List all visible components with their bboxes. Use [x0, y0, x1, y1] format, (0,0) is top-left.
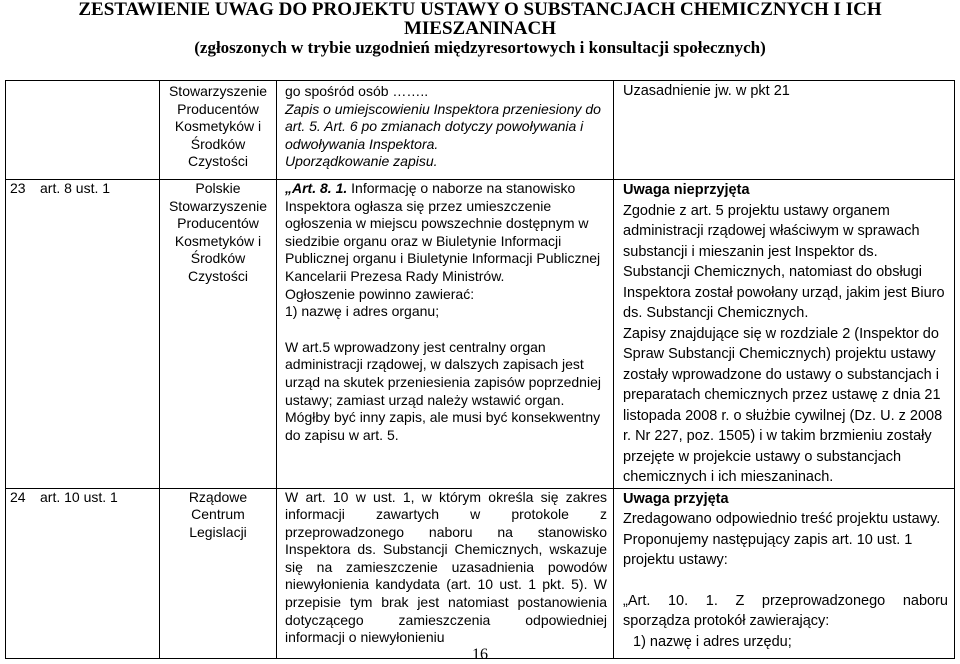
number-article-cell [6, 180, 160, 489]
comment-cell [277, 81, 614, 180]
comment-text: Informację o naborze na stanowisko Inspektora ogłasza się przez umieszczenie ogłoszenia w miejscu powszechnie dostępnym w siedzibie organu oraz w Biuletynie Informacji Publicznej organu i Biuletynie Informacji Publicznej Kancelarii Prezesa Rady Ministrów. [285, 180, 601, 284]
organization-cell [160, 81, 277, 180]
response-verdict: Uwaga nieprzyjęta [623, 182, 750, 198]
number-article-cell [6, 488, 160, 658]
row-number: 23 [10, 180, 26, 196]
title-line-2: MIESZANINACH [403, 18, 557, 39]
comment-article: „Art. 8. 1. [285, 180, 348, 196]
comment-cell [277, 488, 614, 658]
page-number: 16 [472, 646, 488, 663]
response-text: Zgodnie z art. 5 projektu ustawy organem administracji rządowej właściwym w sprawach substancji i mieszanin jest Inspektor ds. Substancji Chemicznych, natomiast do obsługi Inspektora został powołany urząd, jakim jest Biuro ds. Substancji Chemicznych. [623, 202, 945, 321]
response-cell [614, 81, 955, 180]
response-text: Zapisy znajdujące się w rozdziale 2 (Inspektor do Spraw Substancji Chemicznych) projektu ustawy zostały wprowadzone do ustawy o substancjach i preparatach chemicznych przez ustawę z dnia 21 listopada 2008 r. o służbie cywilnej (Dz. U. z 2008 r. Nr 227, poz. 1505) i w takim brzmieniu zostały przejęte w projekcie ustawy o substancjach chemicznych i ich mieszaninach. [623, 325, 943, 485]
comment-text: 1) nazwę i adres organu; [285, 303, 440, 320]
organization-name: Polskie Stowarzyszenie Producentów Kosmetyków i Środków Czystości [168, 180, 268, 284]
organization-name: Stowarzyszenie Producentów Kosmetyków i Środków Czystości [168, 83, 268, 170]
comment-text: Zapis o umiejscowieniu Inspektora przeniesiony do art. 5. Art. 6 po zmianach dotyczy powoływania i odwoływania Inspektora. [285, 100, 601, 152]
comment-text: Ogłoszenie powinno zawierać: [285, 285, 475, 302]
article-ref: art. 10 ust. 1 [40, 488, 118, 505]
comment-cell [277, 180, 614, 489]
comments-table [5, 80, 955, 659]
response-text: Uzasadnienie jw. w pkt 21 [623, 83, 790, 99]
response-text: Zredagowano odpowiednio treść projektu ustawy. Proponujemy następujący zapis art. 10 ust. 1 projektu ustawy: [623, 511, 941, 568]
title-line-3: (zgłoszonych w trybie uzgodnień międzyresortowych i konsultacji społecznych) [194, 38, 766, 57]
comment-text: W art.5 wprowadzony jest centralny organ administracji rządowej, w dalszych zapisach jest urząd na skutek przeniesienia zapisów poprzedniej ustawy; zamiast urząd należy wstawić organ. Mógłby być inny zapis, ale musi być konsekwentny do zapisu w art. 5. [285, 338, 601, 443]
table-row [6, 180, 955, 489]
comment-text: W art. 10 w ust. 1, w którym określa się zakres informacji zawartych w protokole z przeprowadzonego naboru na stanowisko Inspektora ds. Substancji Chemicznych, wskazuje się na zamieszczenie uzasadnienia powodów niewyłonienia kandydata (art. 10 ust. 1 pkt. 5). W przepisie tym brak jest natomiast postanowienia dotyczącego zamieszczenia odpowiedniej informacji o niewyłonieniu [285, 488, 607, 646]
response-cell [614, 180, 955, 489]
response-verdict: Uwaga przyjęta [623, 490, 729, 507]
comment-text: go spośród osób …….. [285, 83, 429, 99]
table-row [6, 488, 955, 658]
organization-name: Rządowe Centrum Legislacji [188, 488, 248, 540]
row-number: 24 [10, 488, 26, 505]
organization-cell [160, 488, 277, 658]
document-title [0, 0, 960, 57]
table-row [6, 81, 955, 180]
response-quote: „Art. 10. 1. Z przeprowadzonego naboru sporządza protokół zawierający: [623, 592, 948, 629]
article-ref: art. 8 ust. 1 [40, 180, 111, 196]
number-article-cell [6, 81, 160, 180]
comment-text: Uporządkowanie zapisu. [285, 153, 438, 170]
response-item: 1) nazwę i adres urzędu; [633, 633, 792, 650]
response-cell [614, 488, 955, 658]
organization-cell [160, 180, 277, 489]
title-line-1: ZESTAWIENIE UWAG DO PROJEKTU USTAWY O SUBSTANCJACH CHEMICZNYCH I ICH [78, 0, 882, 20]
